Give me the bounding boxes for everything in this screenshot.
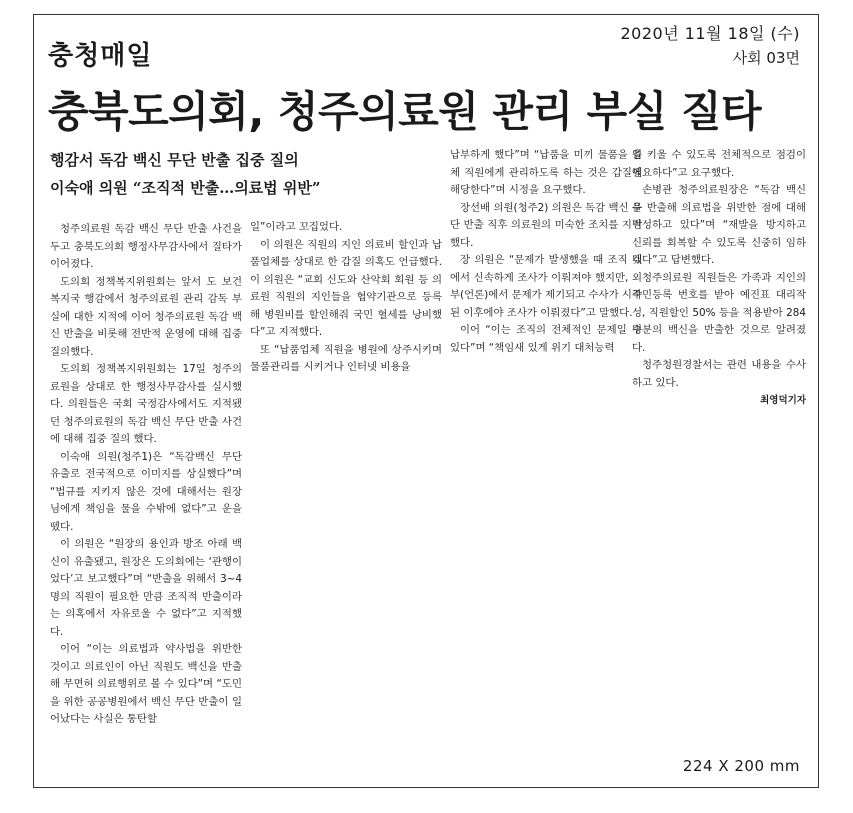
article-column-1 [50, 221, 242, 729]
paragraph: 청주의료원 직원들은 가족과 지인의 주민등록 번호를 받아 예진표 대리작성, 직원할인 50% 등을 적용받아 284명분의 백신을 반출한 것으로 알려졌다. [632, 271, 806, 354]
section-page: 사회 03면 [732, 49, 800, 67]
clipping-size: 224 X 200 mm [682, 757, 800, 775]
paragraph: 도의회 정책복지위원회는 17일 청주의료원을 상대로 한 행정사무감사를 실시했다. 의원들은 국회 국정감사에서도 지적됐던 청주의료원의 독감 백신 무단 반출 사건에 대해 집중 질의 했다. [50, 363, 242, 445]
paragraph: 납부하게 했다”며 “납품을 미끼 물품을 업체 직원에게 관리하도록 하는 것은 갑질에 해당한다”며 시정을 요구했다. [450, 149, 642, 196]
paragraph: 장선배 의원(청주2) 의원은 독감 백신 무단 반출 직후 의료원의 미숙한 조치를 지적했다. [450, 201, 642, 249]
article-column-3 [450, 147, 642, 357]
subheadline-2: 이숙애 의원 “조직적 반출…의료법 위반” [50, 179, 321, 197]
paragraph: 청주의료원 독감 백신 무단 반출 사건을 두고 충북도의회 행정사무감사에서 질타가 이어졌다. [50, 223, 242, 270]
article-column-4 [632, 147, 806, 410]
paragraph: 이어 “이는 조직의 전체적인 문제일 수 있다”며 “책임새 있게 위기 대처능력 [450, 324, 642, 354]
paragraph: 이어 “이는 의료법과 약사법을 위반한 것이고 의료인이 아닌 직원도 백신을 반출해 무면허 의료행위로 볼 수 있다”며 “도민을 위한 공공병원에서 백신 무단 반출이 일어났다는 사실은 통탄할 [50, 643, 242, 725]
paragraph: 장 의원은 “문제가 발생했을 때 조직 내에서 신속하게 조사가 이뤄져야 했지만, 외부(언론)에서 문제가 제기되고 수사가 시작된 이후에야 조사가 이뤄졌다”고 말했다. [450, 254, 642, 319]
subheadline-1: 행감서 독감 백신 무단 반출 집중 질의 [50, 151, 299, 169]
byline: 최영덕기자 [760, 395, 806, 406]
paragraph: 또 “납품업체 직원을 병원에 상주시키며 물품관리를 시키거나 인터넷 비용을 [250, 343, 442, 373]
paragraph: 을 키울 수 있도록 전체적으로 점검이 필요하다”고 요구했다. [632, 149, 806, 179]
paragraph: 이 의원은 직원의 지인 의료비 할인과 납품업체를 상대로 한 갑질 의혹도 언급했다. 이 의원은 “교회 신도와 산악회 회원 등 의료원 직원의 지인들을 협약기관으로 등록해 병원비를 할인해줘 국민 혈세를 낭비했다”고 지적했다. [250, 238, 442, 338]
paragraph: 이숙애 의원(청주1)은 “독감백신 무단 유출로 전국적으로 이미지를 상실했다”며 “법규를 지키지 않은 것에 대해서는 원장님에게 책임을 물을 수밖에 없다”고 운을 뗐다. [50, 450, 242, 533]
newspaper-clipping [33, 14, 819, 788]
paragraph: 도의회 정책복지위원회는 앞서 도 보건복지국 행감에서 청주의료원 관리 감독 부실에 대한 지적에 이어 청주의료원 독감 백신 반출을 비롯해 전반적 운영에 대해 집중 질의했다. [50, 275, 242, 358]
article-column-2 [250, 219, 442, 377]
paragraph: 일”이라고 꼬집었다. [250, 221, 343, 233]
newspaper-name: 충청매일 [48, 41, 153, 71]
paragraph: 이 의원은 “원장의 용인과 방조 아래 백신이 유출됐고, 원장은 도의회에는 ‘관행이었다’고 보고했다”며 “반출을 위해서 3~4명의 직원이 필요한 만큼 조직적 반출이라는 의혹에서 자유로울 수 없다”고 지적했다. [50, 538, 242, 638]
headline: 충북도의회, 청주의료원 관리 부실 질타 [48, 87, 762, 136]
paragraph: 청주청원경찰서는 관련 내용을 수사하고 있다. [632, 359, 806, 389]
publication-date: 2020년 11월 18일 (수) [620, 24, 800, 43]
paragraph: 손병관 청주의료원장은 “독감 백신을 반출해 의료법을 위반한 점에 대해 반성하고 있다”며 “재발을 방지하고 신뢰를 회복할 수 있도록 신중히 임하겠다”고 답변했다. [632, 184, 806, 266]
